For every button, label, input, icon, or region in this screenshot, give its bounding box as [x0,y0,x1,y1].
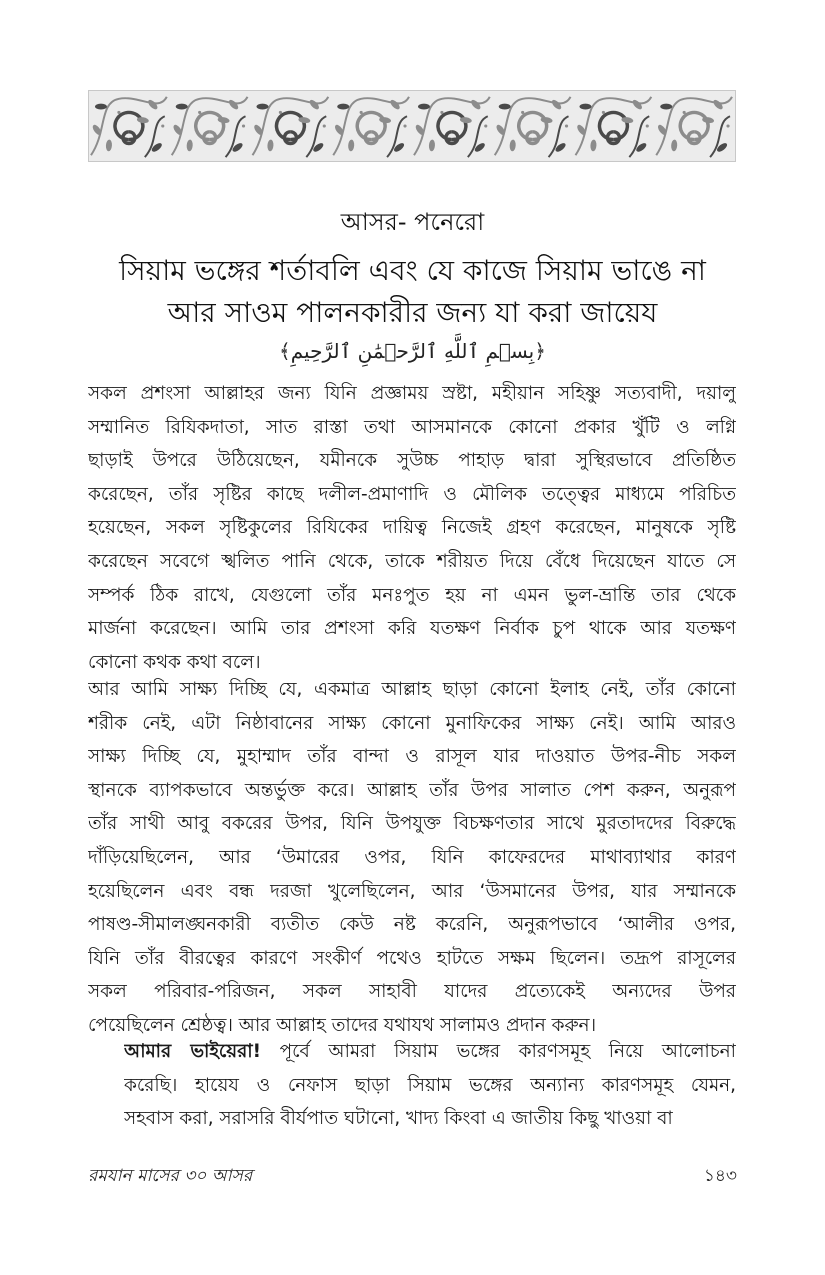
paragraph-brothers [124,1035,736,1136]
text-line [88,807,736,841]
text-line [88,411,736,445]
text-line-content: সাক্ষ্য দিচ্ছি যে, মুহাম্মাদ তাঁর বান্দা ও রাসূল যার দাওয়াত উপর-নীচ সকল [88,746,736,768]
text-line-content: সকল প্রশংসা আল্লাহর জন্য যিনি প্রজ্ঞাময় স্রষ্টা, মহীয়ান সহিষ্ণু সত্যবাদী, দয়ালু [88,383,736,404]
text-line-content: সম্মানিত রিযিকদাতা, সাত রাস্তা তথা আসমানকে কোনো প্রকার খুঁটি ও লগ্নি [88,416,736,438]
text-line [88,673,736,707]
text-line [88,478,736,512]
text-line-content: দাঁড়িয়েছিলেন, আর ‘উমারের ওপর, যিনি কাফেরদের মাথাব্যাথার কারণ [88,846,736,868]
text-line [88,774,736,808]
text-line-content: যিনি তাঁর বীরত্বের কারণে সংকীর্ণ পথেও হাটতে সক্ষম ছিলেন। তদ্রূপ রাসূলের [88,947,736,969]
bismillah: ﴿بِسۡمِ ٱللَّهِ ٱلرَّحۡمَٰنِ ٱلرَّحِيمِ﴾ [279,339,546,363]
text-line [88,908,736,942]
text-line-content: হয়েছেন, সকল সৃষ্টিকুলের রিযিকের দায়িত্ব নিজেই গ্রহণ করেছেন, মানুষকে সৃষ্টি [88,517,736,539]
running-footer-title: রমযান মাসের ৩০ আসর [88,1166,253,1186]
text-line-content: আর আমি সাক্ষ্য দিচ্ছি যে, একমাত্র আল্লাহ ছাড়া কোনো ইলাহ নেই, তাঁর কোনো [88,679,736,700]
ornament-tile [172,97,248,157]
text-line-content: মার্জনা করেছেন। আমি তার প্রশংসা করি যতক্ষণ নির্বাক চুপ থাকে আর যতক্ষণ [88,618,736,640]
text-line-content: কোনো কথক কথা বলে। [88,651,261,673]
text-line [124,1069,736,1103]
text-line [88,511,736,545]
text-line [88,975,736,1009]
ornament-tile [575,97,651,157]
text-line-content: করেছেন সবেগে স্খলিত পানি থেকে, তাকে শরীয়ত দিয়ে বেঁধে দিয়েছেন যাতে সে [88,550,736,572]
text-line-content: স্থানকে ব্যাপকভাবে অন্তর্ভুক্ত করে। আল্লাহ তাঁর উপর সালাত পেশ করুন, অনুরূপ [88,779,736,801]
text-line [88,579,736,613]
floral-ornament-banner [88,90,736,162]
chapter-label: আসর- পনেরো [340,208,485,236]
ornament-tile [91,97,167,157]
text-line-content: পাষণ্ড-সীমালঙ্ঘনকারী ব্যতীত কেউ নষ্ট করেনি, অনুরূপভাবে ‘আলীর ওপর, [88,914,736,936]
text-line [88,444,736,478]
ornament-tile [333,97,409,157]
paragraph-testimony [88,673,736,1043]
ornament-tile [414,97,490,157]
floral-ornament-icon [89,91,735,161]
text-line-content: শরীক নেই, এটা নিষ্ঠাবানের সাক্ষ্য কোনো মুনাফিকের সাক্ষ্য নেই। আমি আরও [88,712,736,734]
chapter-title-line-1: সিয়াম ভঙ্গের শর্তাবলি এবং যে কাজে সিয়াম ভাঙে না [119,254,706,287]
text-line-content: পূর্বে আমরা সিয়াম ভঙ্গের কারণসমূহ নিয়ে আলোচনা [260,1041,736,1062]
text-line [124,1035,736,1069]
text-line [88,707,736,741]
text-line [88,942,736,976]
text-line [88,377,736,411]
text-line-content: পেয়েছিলেন শ্রেষ্ঠত্ব। আর আল্লাহ তাদের যথাযথ সালামও প্রদান করুন। [88,1014,597,1036]
text-line [88,875,736,909]
text-line [88,740,736,774]
text-line-content: সকল পরিবার-পরিজন, সকল সাহাবী যাদের প্রত্যেকেই অন্যদের উপর [88,981,736,1003]
chapter-title-line-2: আর সাওম পালনকারীর জন্য যা করা জায়েয [167,296,658,329]
text-line [88,841,736,875]
text-line-content: হয়েছিলেন এবং বন্ধ দরজা খুলেছিলেন, আর ‘উসমানের উপর, যার সম্মানকে [88,880,736,902]
text-line-content: সম্পর্ক ঠিক রাখে, যেগুলো তাঁর মনঃপুত হয় না এমন ভুল-ভ্রান্তি তার থেকে [88,584,736,606]
text-line-content: ছাড়াই উপরে উঠিয়েছেন, যমীনকে সুউচ্চ পাহাড় দ্বারা সুস্থিরভাবে প্রতিষ্ঠিত [88,450,736,472]
page-number: ১৪৩ [703,1166,737,1186]
text-line-content: করেছেন, তাঁর সৃষ্টির কাছে দলীল-প্রমাণাদি ও মৌলিক তত্ত্বের মাধ্যমে পরিচিত [88,483,736,505]
text-line-content: করেছি। হায়েয ও নেফাস ছাড়া সিয়াম ভঙ্গের অন্যান্য কারণসমূহ যেমন, [124,1074,736,1096]
chapter-title [0,250,825,334]
text-line-content: সহবাস করা, সরাসরি বীর্যপাত ঘটানো, খাদ্য কিংবা এ জাতীয় কিছু খাওয়া বা [124,1108,673,1130]
ornament-tile [656,97,732,157]
text-line-content: তাঁর সাথী আবু বকরের উপর, যিনি উপযুক্ত বিচক্ষণতার সাথে মুরতাদদের বিরুদ্ধে [88,813,736,835]
ornament-tile [495,97,571,157]
text-line [124,1102,736,1136]
ornament-tile [252,97,328,157]
lead-bold-text: আমার ভাইয়েরা! [124,1041,261,1062]
text-line [88,545,736,579]
paragraph-praise [88,377,736,679]
text-line [88,612,736,646]
